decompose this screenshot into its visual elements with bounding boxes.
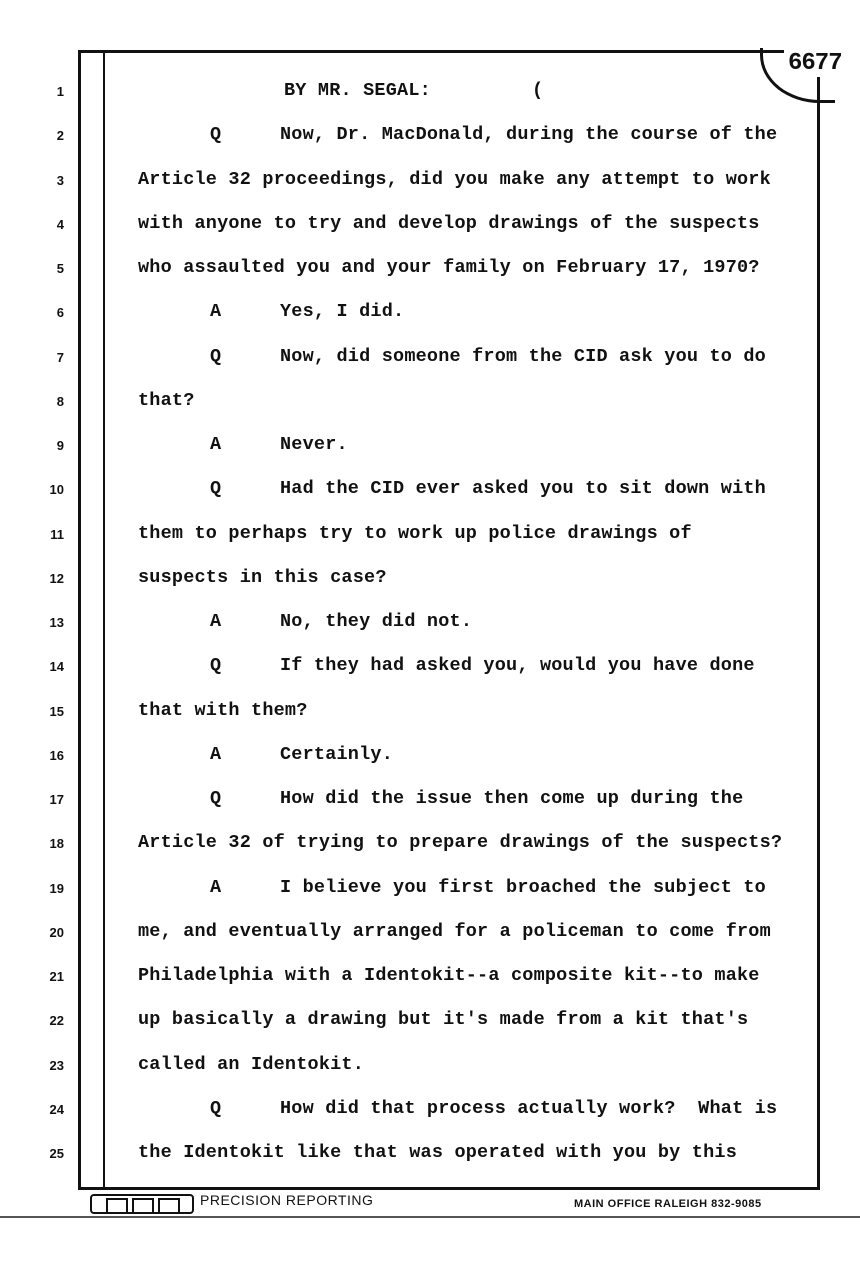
line-number: 9 — [56, 438, 64, 453]
speaker-label: Q — [210, 788, 222, 809]
footer-office-info: MAIN OFFICE RALEIGH 832-9085 — [574, 1198, 762, 1210]
speaker-label: Q — [210, 478, 222, 499]
footer-rule — [0, 1216, 860, 1218]
transcript-line-text: How did the issue then come up during the — [280, 788, 744, 809]
transcript-line-text: No, they did not. — [280, 611, 473, 632]
line-number: 17 — [49, 792, 64, 807]
footer-company-name: PRECISION REPORTING — [200, 1192, 374, 1208]
line-number: 5 — [56, 261, 64, 276]
company-logo — [90, 1194, 194, 1214]
transcript-line-text: Now, did someone from the CID ask you to do — [280, 346, 766, 367]
page-number-stamp: 6677 — [784, 50, 846, 77]
transcript-line-text: Philadelphia with a Identokit--a composite kit--to make — [138, 965, 760, 986]
line-number: 12 — [49, 571, 64, 586]
line-number: 15 — [49, 704, 64, 719]
transcript-line-text: with anyone to try and develop drawings of the suspects — [138, 213, 760, 234]
line-number: 18 — [49, 836, 64, 851]
footer — [90, 1192, 800, 1218]
line-number: 4 — [56, 217, 64, 232]
speaker-label: A — [210, 434, 222, 455]
transcript-line-text: Certainly. — [280, 744, 394, 765]
line-number: 3 — [56, 173, 64, 188]
transcript-line-text: How did that process actually work? What is — [280, 1098, 778, 1119]
speaker-label: Q — [210, 1098, 222, 1119]
line-number: 13 — [49, 615, 64, 630]
speaker-label: Q — [210, 346, 222, 367]
speaker-label: A — [210, 611, 222, 632]
transcript-line-text: suspects in this case? — [138, 567, 387, 588]
speaker-label: A — [210, 877, 222, 898]
line-number-rule — [103, 52, 105, 1188]
speaker-label: Q — [210, 655, 222, 676]
speaker-label: A — [210, 744, 222, 765]
line-number: 10 — [49, 482, 64, 497]
line-number: 8 — [56, 394, 64, 409]
line-number: 11 — [50, 527, 64, 542]
transcript-line-text: that with them? — [138, 700, 308, 721]
margin-paren-mark: ( — [532, 80, 544, 101]
speaker-label: A — [210, 301, 222, 322]
transcript-line-text: Had the CID ever asked you to sit down with — [280, 478, 766, 499]
line-number: 6 — [56, 305, 64, 320]
line-number: 1 — [56, 84, 64, 99]
line-number: 2 — [56, 128, 64, 143]
transcript-line-text: Never. — [280, 434, 348, 455]
transcript-line-text: the Identokit like that was operated with you by this — [138, 1142, 737, 1163]
transcript-line-text: me, and eventually arranged for a policeman to come from — [138, 921, 771, 942]
line-number: 7 — [56, 350, 64, 365]
transcript-line-text: Article 32 proceedings, did you make any attempt to work — [138, 169, 771, 190]
line-number: 19 — [49, 881, 64, 896]
transcript-line-text: up basically a drawing but it's made from a kit that's — [138, 1009, 749, 1030]
line-number: 14 — [49, 659, 64, 674]
line-number: 20 — [49, 925, 64, 940]
transcript-line-text: I believe you first broached the subject to — [280, 877, 766, 898]
transcript-line-text: that? — [138, 390, 195, 411]
transcript-line-text: If they had asked you, would you have done — [280, 655, 755, 676]
transcript-line-text: Yes, I did. — [280, 301, 405, 322]
transcript-line-text: called an Identokit. — [138, 1054, 365, 1075]
transcript-line-text: Article 32 of trying to prepare drawings of the suspects? — [138, 832, 783, 853]
transcript-line-text: who assaulted you and your family on February 17, 1970? — [138, 257, 760, 278]
line-number: 23 — [49, 1058, 64, 1073]
speaker-label: Q — [210, 124, 222, 145]
line-number: 25 — [49, 1146, 64, 1161]
line-number: 22 — [49, 1013, 64, 1028]
transcript-line-text: BY MR. SEGAL: — [284, 80, 431, 101]
line-number: 21 — [49, 969, 64, 984]
line-number: 24 — [49, 1102, 64, 1117]
line-number: 16 — [49, 748, 64, 763]
transcript-line-text: them to perhaps try to work up police drawings of — [138, 523, 692, 544]
transcript-line-text: Now, Dr. MacDonald, during the course of the — [280, 124, 778, 145]
